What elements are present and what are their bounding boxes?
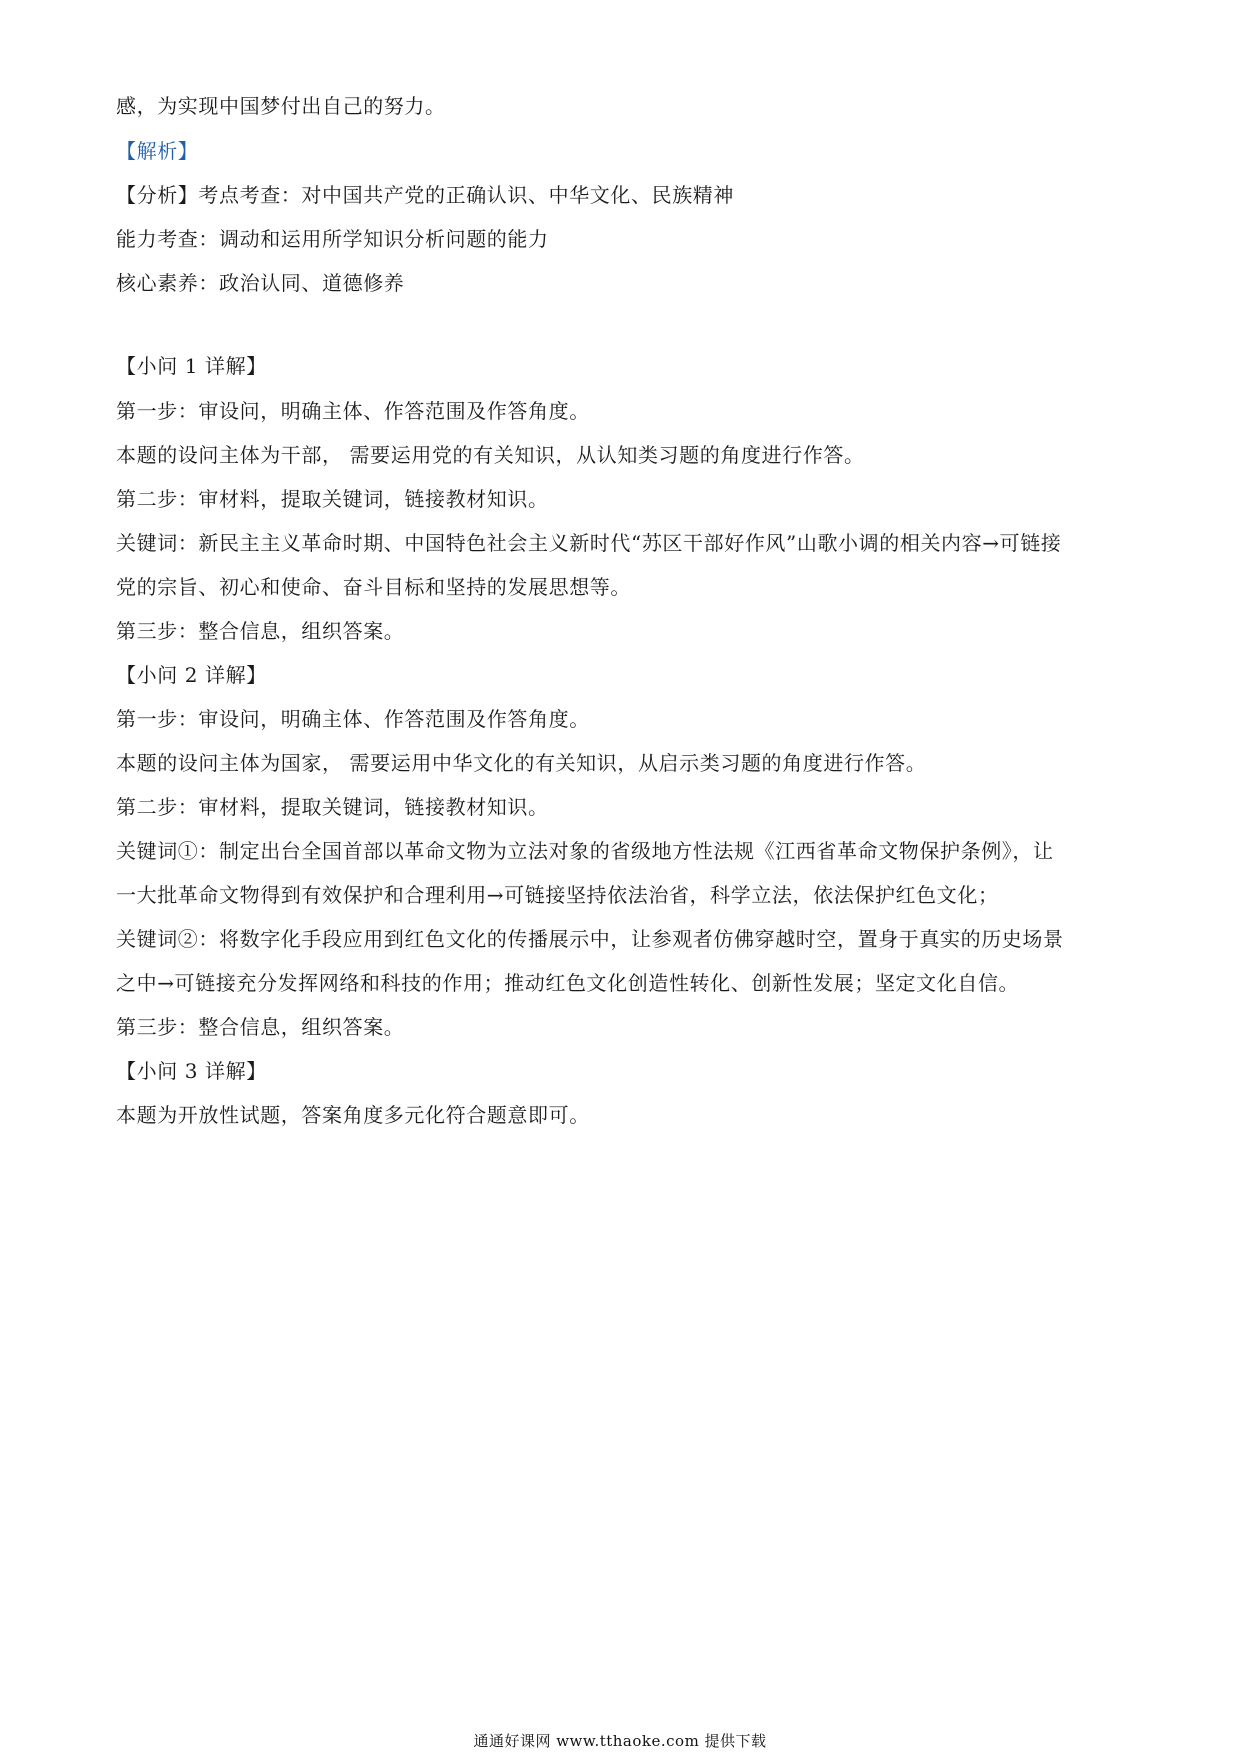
sub-question-heading: 【小问 1 详解】 [116,354,267,378]
text-line: 核心素养：政治认同、道德修养 [116,271,405,295]
text-line: 本题的设问主体为干部， 需要运用党的有关知识，从认知类习题的角度进行作答。 [116,443,865,467]
analysis-heading: 【解析】 [116,139,199,163]
text-line: 第三步：整合信息，组织答案。 [116,1015,405,1039]
sub-question-heading: 【小问 2 详解】 [116,663,267,687]
text-line: 关键词：新民主主义革命时期、中国特色社会主义新时代“苏区干部好作风”山歌小调的相关内容→可链接 [116,531,1062,555]
text-line: 感，为实现中国梦付出自己的努力。 [116,94,446,118]
text-line: 第三步：整合信息，组织答案。 [116,619,405,643]
text-line: 关键词①：制定出台全国首部以革命文物为立法对象的省级地方性法规《江西省革命文物保护条例》，让 [116,839,1054,863]
text-line: 一大批革命文物得到有效保护和合理利用→可链接坚持依法治省，科学立法，依法保护红色文化； [116,883,999,907]
text-line: 第二步：审材料，提取关键词，链接教材知识。 [116,487,549,511]
text-line: 能力考查：调动和运用所学知识分析问题的能力 [116,227,549,251]
text-line: 本题的设问主体为国家， 需要运用中华文化的有关知识，从启示类习题的角度进行作答。 [116,751,927,775]
page-footer: 通通好课网 www.tthaoke.com 提供下载 [473,1732,767,1750]
text-line: 党的宗旨、初心和使命、奋斗目标和坚持的发展思想等。 [116,575,631,599]
text-line: 第二步：审材料，提取关键词，链接教材知识。 [116,795,549,819]
text-line: 之中→可链接充分发挥网络和科技的作用；推动红色文化创造性转化、创新性发展；坚定文化自信。 [116,971,1020,995]
text-line: 第一步：审设问，明确主体、作答范围及作答角度。 [116,707,590,731]
sub-question-heading: 【小问 3 详解】 [116,1059,267,1083]
text-line: 第一步：审设问，明确主体、作答范围及作答角度。 [116,399,590,423]
text-line: 本题为开放性试题，答案角度多元化符合题意即可。 [116,1103,590,1127]
text-line: 【分析】考点考查：对中国共产党的正确认识、中华文化、民族精神 [116,183,734,207]
text-line: 关键词②：将数字化手段应用到红色文化的传播展示中，让参观者仿佛穿越时空，置身于真实的历史场景 [116,927,1064,951]
